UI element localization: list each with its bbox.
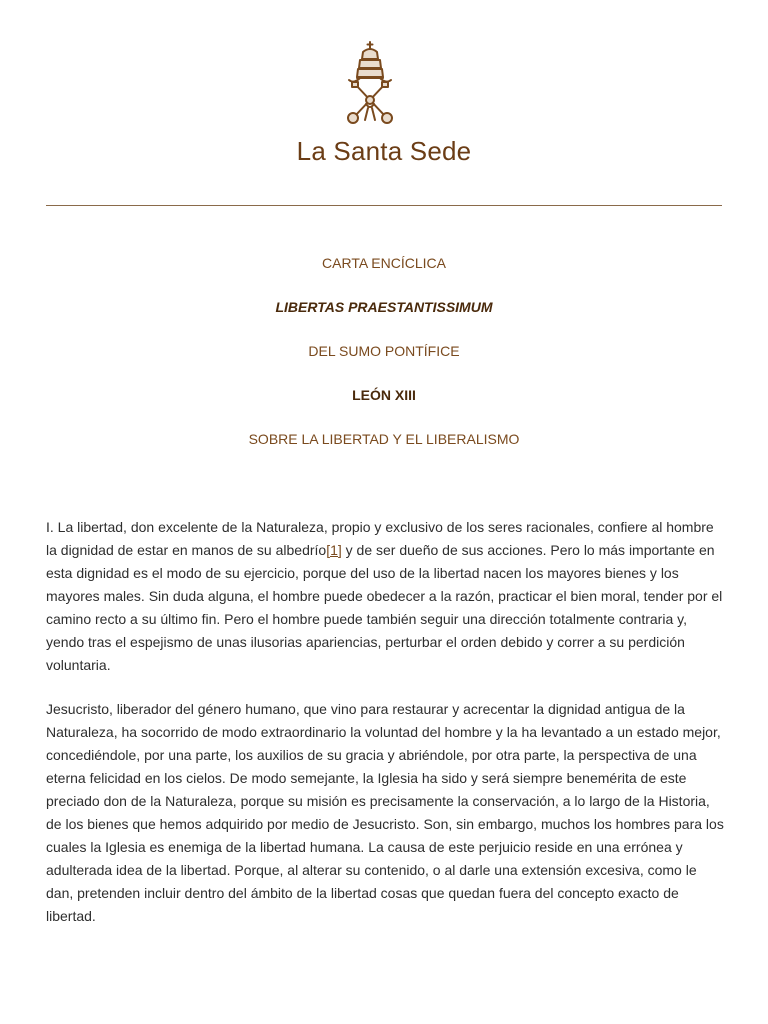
document-title: LIBERTAS PRAESTANTISSIMUM [275,299,493,315]
site-title[interactable]: La Santa Sede [296,136,472,166]
document-subject: SOBRE LA LIBERTAD Y EL LIBERALISMO [248,431,520,447]
paragraph-2 [46,698,726,928]
paragraph-2-text: Jesucristo, liberador del género humano, que vino para restaurar y acrecentar la dignidad antigua de la Naturaleza, ha socorrido de modo extraordinario la voluntad del hombre y la ha levantado a un estado mejor, concediéndole, por una parte, los auxilios de su gracia y abriéndole, por otra parte, la perspectiva de una eterna felicidad en los cielos. De modo semejante, la Iglesia ha sido y será siempre benemérita de este preciado don de la Naturaleza, porque su misión es precisamente la conservación, a lo largo de la Historia, de los bienes que hemos adquirido por medio de Jesucristo. Son, sin embargo, muchos los hombres para los cuales la Iglesia es enemiga de la libertad humana. La causa de este perjuicio reside en una errónea y adulterada idea de la libertad. Porque, al alterar su contenido, o al darle una extensión excesiva, como le dan, pretenden incluir dentro del ámbito de la libertad cosas que quedan fuera del concepto exacto de libertad. [46,701,724,924]
document-kind: CARTA ENCÍCLICA [322,255,446,271]
author-role: DEL SUMO PONTÍFICE [308,343,460,359]
paragraph-1-text: I. La libertad, don excelente de la Naturaleza, propio y exclusivo de los seres racionales, confiere al hombre la dignidad de estar en manos de su albedrío [46,519,714,558]
author-name: LEÓN XIII [352,387,416,403]
footnote-link-1[interactable]: [1] [326,542,342,558]
paragraph-1 [46,516,726,677]
papal-coat-of-arms-icon [343,40,397,126]
header-divider [46,205,722,206]
paragraph-1-text-cont: y de ser dueño de sus acciones. Pero lo más importante en esta dignidad es el modo de su ejercicio, porque del uso de la libertad nacen los mayores bienes y los mayores males. Sin duda alguna, el hombre puede obedecer a la razón, practicar el bien moral, tender por el camino recto a su último fin. Pero el hombre puede también seguir una dirección totalmente contraria y, yendo tras el espejismo de unas ilusorias apariencias, perturbar el orden debido y correr a su perdición voluntaria. [46,542,723,673]
